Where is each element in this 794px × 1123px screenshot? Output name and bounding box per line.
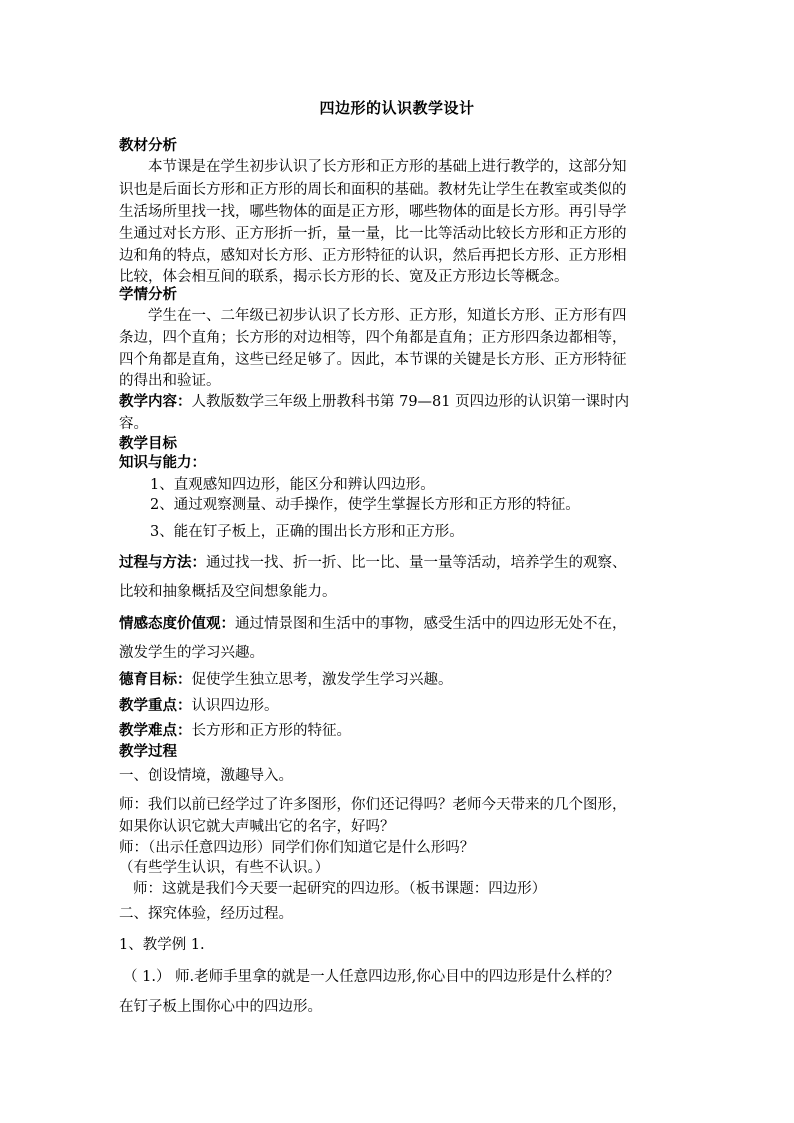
process-line: 二、探究体验，经历过程。: [119, 906, 293, 922]
emotion-goal-text-cont: 激发学生的学习兴趣。: [119, 645, 264, 661]
moral-goal-label: 德育目标：: [119, 671, 192, 688]
moral-goal-text: 促使学生独立思考，激发学生学习兴趣。: [191, 672, 453, 688]
paragraph-line: 条边，四个直角；长方形的对边相等，四个角都是直角；正方形四条边都相等，: [119, 330, 627, 346]
process-line: 在钉子板上围你心中的四边形。: [119, 999, 322, 1015]
process-line: 一、创设情境，激趣导入。: [119, 768, 293, 784]
process-line: 1、教学例 1.: [119, 937, 205, 953]
paragraph-line: 生活场所里找一找，哪些物体的面是正方形，哪些物体的面是长方形。再引导学: [119, 204, 627, 220]
content-text: 人教版数学三年级上册教科书第 79—81 页四边形的认识第一课时内: [191, 394, 630, 410]
moral-goal-line: [119, 670, 453, 690]
key-point-label: 教学重点：: [119, 697, 192, 714]
process-line: （ 1.） 师.老师手里拿的就是一人任意四边形,你心目中的四边形是什么样的？: [123, 969, 620, 985]
content-text-cont: 容。: [119, 416, 148, 432]
content-label: 教学内容：: [119, 393, 192, 410]
process-heading: 教学过程: [119, 743, 177, 760]
paragraph-line: 本节课是在学生初步认识了长方形和正方形的基础上进行教学的，这部分知: [148, 159, 627, 175]
paragraph-line: 的得出和验证。: [119, 373, 221, 389]
student-analysis-heading: 学情分析: [119, 286, 177, 303]
process-goal-line: [119, 553, 627, 573]
difficulty-text: 长方形和正方形的特征。: [191, 723, 351, 739]
difficulty-label: 教学难点：: [119, 722, 192, 739]
key-point-text: 认识四边形。: [191, 698, 279, 714]
process-goal-label: 过程与方法：: [119, 554, 206, 571]
paragraph-line: 四个角都是直角，这些已经足够了。因此，本节课的关键是长方形、正方形特征: [119, 352, 627, 368]
key-point-line: [119, 696, 279, 716]
process-line: 师：这就是我们今天要一起研究的四边形。（板书课题：四边形）: [133, 881, 547, 897]
process-line: （有些学生认识，有些不认识。）: [119, 860, 330, 876]
knowledge-heading: 知识与能力：: [119, 454, 206, 471]
content-line: [119, 392, 629, 412]
emotion-goal-text: 通过情景图和生活中的事物，感受生活中的四边形无处不在，: [235, 616, 627, 632]
document-title: 四边形的认识教学设计: [319, 99, 475, 117]
material-analysis-heading: 教材分析: [119, 137, 177, 154]
paragraph-line: 边和角的特点，感知对长方形、正方形特征的认识，然后再把长方形、正方形相: [119, 248, 627, 264]
paragraph-line: 识也是后面长方形和正方形的周长和面积的基础。教材先让学生在教室或类似的: [119, 182, 627, 198]
emotion-goal-label: 情感态度价值观：: [119, 615, 235, 632]
goal-item: 1、直观感知四边形，能区分和辨认四边形。: [150, 477, 435, 493]
goals-heading: 教学目标: [119, 435, 177, 452]
paragraph-line: 生通过对长方形、正方形折一折，量一量，比一比等活动比较长方形和正方形的: [119, 226, 627, 242]
process-goal-text-cont: 比较和抽象概括及空间想象能力。: [119, 584, 337, 600]
difficulty-line: [119, 721, 351, 741]
process-line: 如果你认识它就大声喊出它的名字，好吗？: [119, 819, 395, 835]
process-line: 师：我们以前已经学过了许多图形，你们还记得吗？老师今天带来的几个图形，: [119, 797, 627, 813]
process-goal-text: 通过找一找、折一折、比一比、量一量等活动，培养学生的观察、: [206, 555, 627, 571]
goal-item: 2、通过观察测量、动手操作，使学生掌握长方形和正方形的特征。: [150, 497, 580, 513]
paragraph-line: 比较，体会相互间的联系，揭示长方形的长、宽及正方形边长等概念。: [119, 269, 569, 285]
process-line: 师：（出示任意四边形）同学们你们知道它是什么形吗？: [119, 840, 475, 856]
paragraph-line: 学生在一、二年级已初步认识了长方形、正方形，知道长方形、正方形有四: [148, 308, 627, 324]
goal-item: 3、能在钉子板上，正确的围出长方形和正方形。: [150, 524, 464, 540]
emotion-goal-line: [119, 614, 627, 634]
